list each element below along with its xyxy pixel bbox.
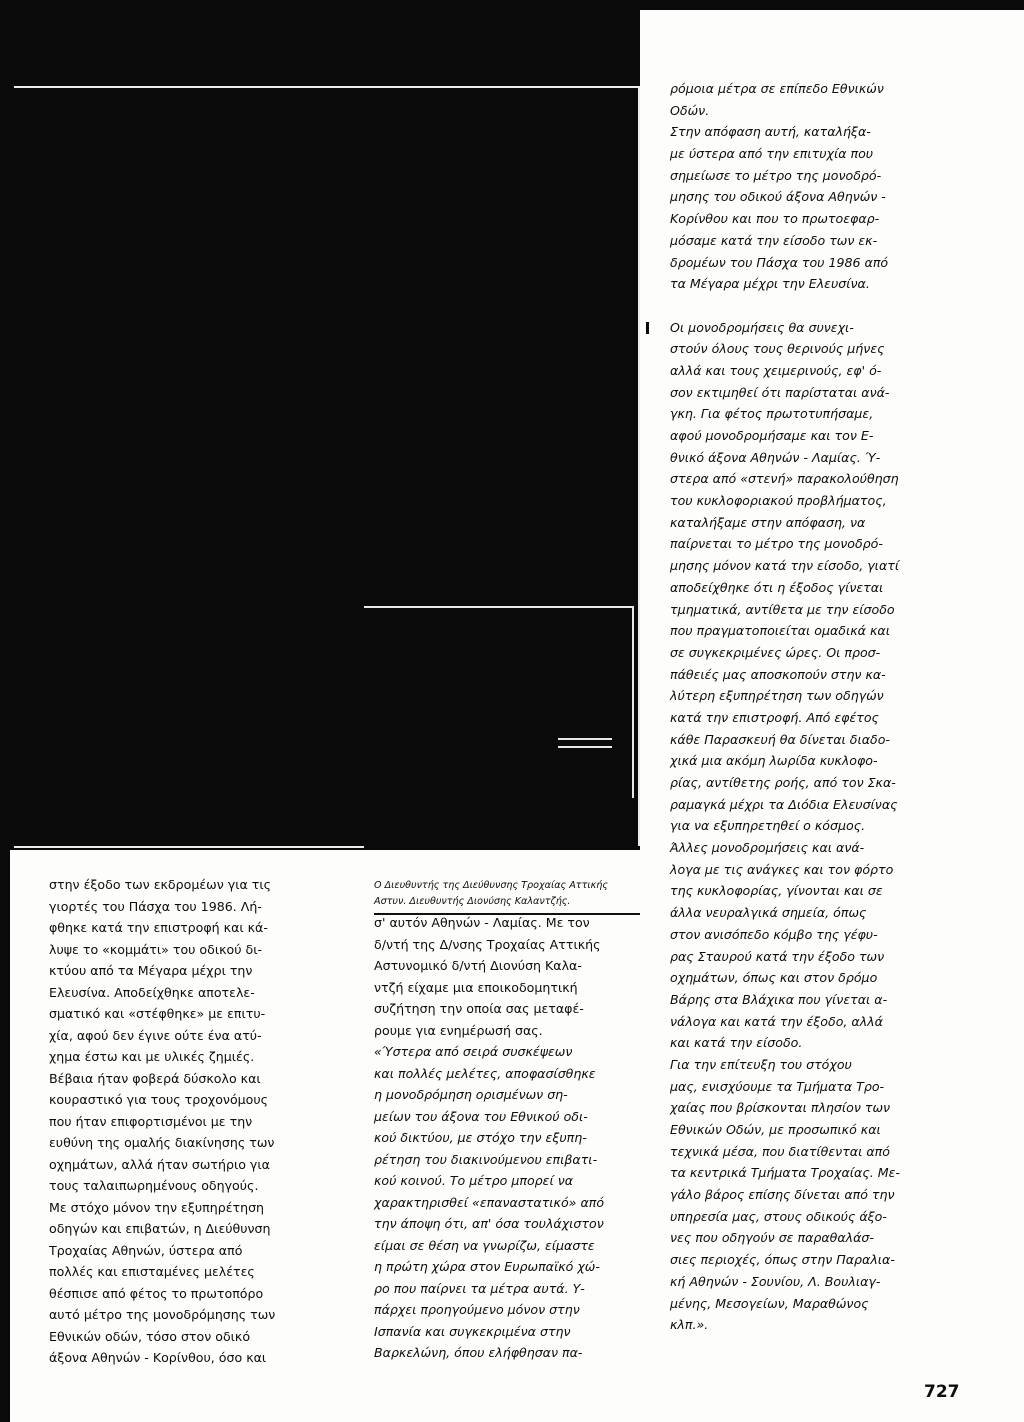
text-line: «Ύστερα από σειρά συσκέψεων xyxy=(374,1044,573,1059)
text-line: είμαι σε θέση να γνωρίζω, είμαστε xyxy=(374,1237,595,1253)
text-line: μείων του άξονα του Εθνικού οδι- xyxy=(374,1108,588,1124)
middle-column xyxy=(374,912,604,1364)
text-line: χαρακτηρισθεί «επαναστατικό» από xyxy=(374,1194,605,1210)
text-line: Άλλες μονοδρομήσεις και ανά- xyxy=(670,840,865,856)
frame-line-bottom xyxy=(14,846,364,848)
text-line: Οι μονοδρομήσεις θα συνεχι- xyxy=(670,319,854,335)
text-line: Με στόχο μόνον την εξυπηρέτηση xyxy=(49,1199,265,1215)
text-line: αφού μονοδρομήσαμε και τον Ε- xyxy=(670,428,874,443)
text-line: που ήταν επιφορτισμένοι με την xyxy=(49,1113,253,1129)
text-line: την άποψη ότι, απ' όσα τουλάχιστον xyxy=(374,1216,604,1231)
text-line: της κυκλοφορίας, γίνονται και σε xyxy=(670,883,883,899)
inset-dash xyxy=(558,746,612,748)
text-line: γιορτές του Πάσχα του 1986. Λή- xyxy=(49,898,262,914)
text-line: τεχνικά μέσα, που διατίθενται από xyxy=(670,1143,890,1159)
text-line: κή Αθηνών - Σουνίου, Λ. Βουλιαγ- xyxy=(670,1273,881,1289)
text-line: Αστυνομικό δ/ντή Διονύση Καλα- xyxy=(374,958,582,973)
caption-line: Αστυν. Διευθυντής Διονύσης Καλαντζής. xyxy=(374,896,571,907)
text-line: άλλα νευραλγικά σημεία, όπως xyxy=(670,905,867,921)
text-line: κλπ.». xyxy=(670,1317,709,1333)
text-line: ρέτηση του διακινούμενου επιβατι- xyxy=(374,1151,598,1167)
text-line: ρουμε για ενημέρωσή σας. xyxy=(374,1022,543,1038)
text-line: δ/ντή της Δ/νσης Τροχαίας Αττικής xyxy=(374,936,601,952)
page-number: 727 xyxy=(924,1382,960,1402)
text-line: οδηγών και επιβατών, η Διεύθυνση xyxy=(49,1221,271,1236)
text-line: Κορίνθου και που το πρωτοεφαρ- xyxy=(670,211,880,227)
text-line: άξονα Αθηνών - Κορίνθου, όσο και xyxy=(49,1350,267,1365)
column-marker xyxy=(646,322,649,334)
text-line: φθηκε κατά την επιστροφή και κά- xyxy=(49,920,268,935)
text-line: ρας Σταυρού κατά την έξοδο των xyxy=(670,948,885,964)
text-line: μένης, Μεσογείων, Μαραθώνος xyxy=(670,1295,869,1311)
text-line: Για την επίτευξη του στόχου xyxy=(670,1056,852,1072)
text-line: μόσαμε κατά την είσοδο των εκ- xyxy=(670,232,878,248)
text-line: μας, ενισχύουμε τα Τμήματα Τρο- xyxy=(670,1078,885,1094)
text-line: λογα με τις ανάγκες και τον φόρτο xyxy=(670,861,894,877)
text-line: ραμαγκά μέχρι τα Διόδια Ελευσίνας xyxy=(670,796,898,812)
inset-photo xyxy=(364,606,634,798)
text-line: χαίας που βρίσκονται πλησίον των xyxy=(670,1100,891,1116)
text-line: για να εξυπηρετηθεί ο κόσμος. xyxy=(670,818,866,834)
caption-line: Ο Διευθυντής της Διεύθυνσης Τροχαίας Αττικής xyxy=(374,880,608,891)
text-line: γάλο βάρος επίσης δίνεται από την xyxy=(670,1187,895,1203)
text-line: πάρχει προηγούμενο μόνον στην xyxy=(374,1302,580,1317)
right-column xyxy=(670,78,900,1336)
text-line: ντζή είχαμε μια εποικοδομητική xyxy=(374,979,578,995)
frame-line-right xyxy=(638,86,640,846)
text-line: σματικό και «στέφθηκε» με επιτυ- xyxy=(49,1006,266,1021)
left-edge-strip xyxy=(0,850,10,1422)
text-line: τα κεντρικά Τμήματα Τροχαίας. Με- xyxy=(670,1165,900,1181)
text-line: ευθύνη της ομαλής διακίνησης των xyxy=(49,1135,275,1150)
text-line: παίρνεται το μέτρο της μονοδρό- xyxy=(670,536,883,552)
text-line: Τροχαίας Αθηνών, ύστερα από xyxy=(49,1242,243,1258)
text-line: Εθνικών Οδών, με προσωπικό και xyxy=(670,1122,881,1137)
text-line: Βαρκελώνη, όπου ελήφθησαν πα- xyxy=(374,1345,583,1360)
text-line: κού κοινού. Το μέτρο μπορεί να xyxy=(374,1173,574,1188)
text-line: καταλήξαμε στην απόφαση, να xyxy=(670,514,866,530)
text-line: του κυκλοφοριακού προβλήματος, xyxy=(670,493,887,509)
text-line: σε συγκεκριμένες ώρες. Οι προσ- xyxy=(670,644,881,660)
text-line: μησης μόνον κατά την είσοδο, γιατί xyxy=(670,558,900,574)
text-line: οχημάτων, αλλά ήταν σωτήριο για xyxy=(49,1156,270,1172)
text-line: ρο που παίρνει τα μέτρα αυτά. Υ- xyxy=(374,1280,585,1296)
text-line: κάθε Παρασκευή θα δίνεται διαδο- xyxy=(670,731,890,747)
text-line: Στην απόφαση αυτή, καταλήξα- xyxy=(670,124,871,140)
text-line: αυτό μέτρο της μονοδρόμησης των xyxy=(49,1307,276,1322)
inset-dash xyxy=(558,738,612,740)
text-line: στον ανισόπεδο κόμβο της γέφυ- xyxy=(670,926,878,942)
text-line: υπηρεσία μας, στους οδικούς άξο- xyxy=(670,1208,887,1224)
text-line: Εθνικών οδών, τόσο στον οδικό xyxy=(49,1328,251,1344)
text-line: στην έξοδο των εκδρομέων για τις xyxy=(49,877,271,892)
text-line: σον εκτιμηθεί ότι παρίσταται ανά- xyxy=(670,384,890,400)
text-line: Βάρης στα Βλάχικα που γίνεται α- xyxy=(670,991,888,1007)
text-line: νες που οδηγούν σε παραθαλάσ- xyxy=(670,1230,874,1246)
text-line: Οδών. xyxy=(670,102,710,118)
text-line: κουραστικό για τους τροχονόμους xyxy=(49,1092,269,1107)
text-line: χημα έστω και με υλικές ζημιές. xyxy=(49,1049,255,1064)
left-column xyxy=(49,874,275,1369)
text-line: Βέβαια ήταν φοβερά δύσκολο και xyxy=(49,1070,261,1086)
text-line: σ' αυτόν Αθηνών - Λαμίας. Με τον xyxy=(374,915,590,930)
text-line: γκη. Για φέτος πρωτοτυπήσαμε, xyxy=(670,406,874,422)
text-line: δρομέων του Πάσχα του 1986 από xyxy=(670,254,889,270)
text-line: αλλά και τους χειμερινούς, εφ' ό- xyxy=(670,362,882,378)
text-line: τους ταλαιπωρημένους οδηγούς. xyxy=(49,1178,259,1193)
text-line: και πολλές μελέτες, αποφασίσθηκε xyxy=(374,1065,596,1081)
text-line: θέσπισε από φέτος το πρωτοπόρο xyxy=(49,1285,264,1301)
text-line: σιες περιοχές, όπως στην Παραλια- xyxy=(670,1252,895,1268)
text-line: η πρώτη χώρα στον Ευρωπαϊκό χώ- xyxy=(374,1259,600,1274)
text-line: Ελευσίνα. Αποδείχθηκε αποτελε- xyxy=(49,984,255,1000)
frame-line-top xyxy=(14,86,638,88)
text-line: κτύου από τα Μέγαρα μέχρι την xyxy=(49,963,253,978)
text-line: χικά μια ακόμη λωρίδα κυκλοφο- xyxy=(670,753,878,769)
text-line xyxy=(670,295,900,317)
text-line: τα Μέγαρα μέχρι την Ελευσίνα. xyxy=(670,276,870,292)
text-line: σημείωσε το μέτρο της μονοδρό- xyxy=(670,167,882,183)
text-line: συζήτηση την οποία σας μεταφέ- xyxy=(374,1001,584,1016)
text-line: κατά την επιστροφή. Από εφέτος xyxy=(670,709,879,725)
text-line: οχημάτων, όπως και στον δρόμο xyxy=(670,970,878,986)
text-line: κού δικτύου, με στόχο την εξυπη- xyxy=(374,1130,587,1145)
text-line: που πραγματοποιείται ομαδικά και xyxy=(670,623,890,639)
text-line: στερα από «στενή» παρακολούθηση xyxy=(670,471,899,487)
text-line: λύτερη εξυπηρέτηση των οδηγών xyxy=(670,688,884,704)
text-line: μησης του οδικού άξονα Αθηνών - xyxy=(670,189,886,205)
text-line: νάλογα και κατά την έξοδο, αλλά xyxy=(670,1013,883,1029)
text-line: με ύστερα από την επιτυχία που xyxy=(670,146,874,162)
text-line: λυψε το «κομμάτι» του οδικού δι- xyxy=(49,941,263,957)
text-line: αποδείχθηκε ότι η έξοδος γίνεται xyxy=(670,579,884,595)
text-line: ρίας, αντίθετης ροής, από τον Σκα- xyxy=(670,775,896,790)
photo-caption xyxy=(374,878,640,915)
text-line: ρόμοια μέτρα σε επίπεδο Εθνικών xyxy=(670,81,884,96)
text-line: πάθειές μας αποσκοπούν στην κα- xyxy=(670,666,886,682)
text-line: και κατά την είσοδο. xyxy=(670,1035,803,1051)
text-line: τμηματικά, αντίθετα με την είσοδο xyxy=(670,601,895,617)
text-line: Ισπανία και συγκεκριμένα στην xyxy=(374,1323,571,1339)
text-line: χία, αφού δεν έγινε ούτε ένα ατύ- xyxy=(49,1027,262,1043)
text-line: πολλές και επισταμένες μελέτες xyxy=(49,1264,255,1279)
text-line: η μονοδρόμηση ορισμένων ση- xyxy=(374,1087,568,1102)
text-line: στούν όλους τους θερινούς μήνες xyxy=(670,341,885,357)
text-line: θνικό άξονα Αθηνών - Λαμίας. Ύ- xyxy=(670,449,881,465)
